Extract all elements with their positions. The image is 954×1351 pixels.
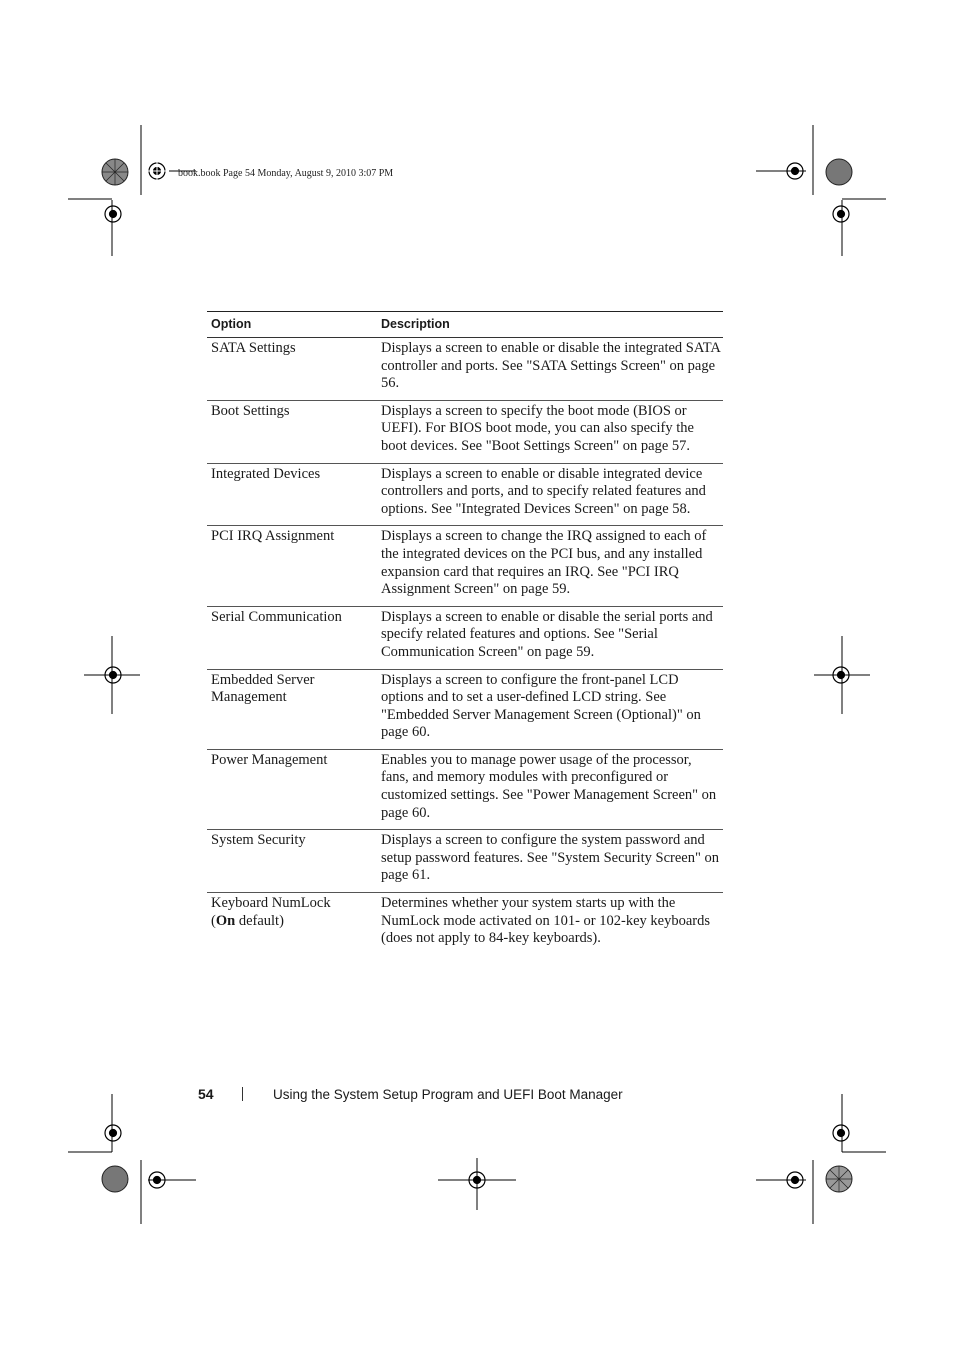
column-header-option: Option (207, 312, 377, 338)
option-cell: Serial Communication (207, 606, 377, 669)
description-cell: Displays a screen to configure the front-panel LCD options and to set a user-defined LCD string. See "Embedded Server Management Screen (Optional)" on page 60. (377, 669, 723, 749)
option-cell: Power Management (207, 749, 377, 829)
table-row (207, 463, 723, 526)
option-name: Keyboard NumLock (211, 895, 331, 912)
option-cell (207, 893, 377, 955)
page-number: 54 (198, 1086, 214, 1102)
option-cell: SATA Settings (207, 338, 377, 401)
option-paren: ( (211, 912, 216, 929)
footer-divider (242, 1087, 243, 1101)
running-title: Using the System Setup Program and UEFI Boot Manager (273, 1087, 623, 1102)
default-value: On (215, 912, 236, 929)
table-row (207, 606, 723, 669)
option-cell: Embedded Server Management (207, 669, 377, 749)
table-row (207, 400, 723, 463)
option-cell: Boot Settings (207, 400, 377, 463)
table-row (207, 526, 723, 606)
table-row (207, 669, 723, 749)
print-slug: book.book Page 54 Monday, August 9, 2010 3:07 PM (178, 168, 394, 179)
table-row (207, 893, 723, 955)
table-row (207, 749, 723, 829)
option-cell: PCI IRQ Assignment (207, 526, 377, 606)
description-cell: Displays a screen to specify the boot mode (BIOS or UEFI). For BIOS boot mode, you can also specify the boot devices. See "Boot Settings Screen" on page 57. (377, 400, 723, 463)
description-cell: Displays a screen to enable or disable integrated device controllers and ports, and to specify related features and options. See "Integrated Devices Screen" on page 58. (377, 463, 723, 526)
table-header-row (207, 312, 723, 338)
table-row (207, 338, 723, 401)
option-default-note: default) (235, 912, 284, 929)
description-cell: Displays a screen to enable or disable the serial ports and specify related features and options. See "Serial Communication Screen" on page 59. (377, 606, 723, 669)
table-row (207, 830, 723, 893)
options-table (207, 311, 723, 955)
description-cell: Enables you to manage power usage of the processor, fans, and memory modules with preconfigured or customized settings. See "Power Management Screen" on page 60. (377, 749, 723, 829)
description-cell: Displays a screen to enable or disable the integrated SATA controller and ports. See "SATA Settings Screen" on page 56. (377, 338, 723, 401)
description-cell: Displays a screen to change the IRQ assigned to each of the integrated devices on the PCI bus, and any installed expansion card that requires an IRQ. See "PCI IRQ Assignment Screen" on page 59. (377, 526, 723, 606)
option-cell: System Security (207, 830, 377, 893)
description-cell: Determines whether your system starts up with the NumLock mode activated on 101- or 102-key keyboards (does not apply to 84-key keyboards). (381, 895, 710, 947)
column-header-description: Description (377, 312, 723, 338)
option-cell: Integrated Devices (207, 463, 377, 526)
description-cell: Displays a screen to configure the system password and setup password features. See "System Security Screen" on page 61. (377, 830, 723, 893)
